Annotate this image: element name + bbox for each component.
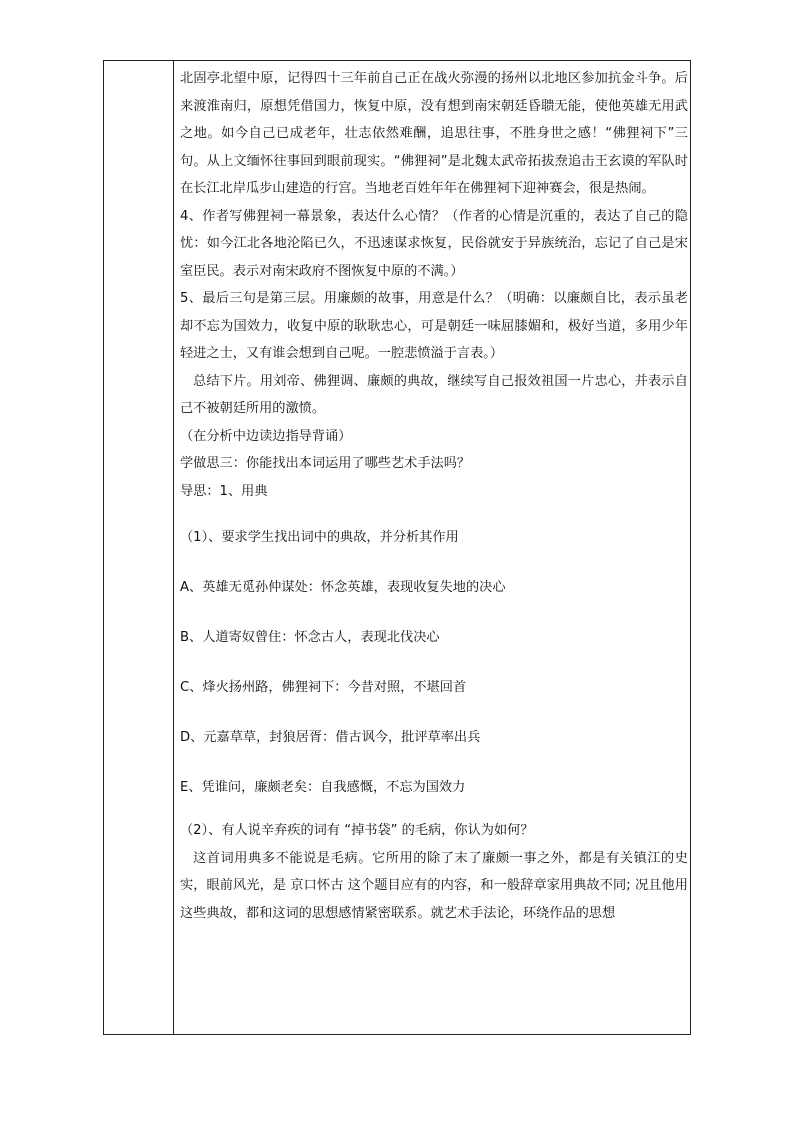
lesson-table bbox=[103, 60, 691, 1035]
table-content-cell bbox=[180, 65, 688, 927]
recitation-note: （在分析中边读边指导背诵） bbox=[180, 428, 352, 444]
sub-question-2: （2）、有人说辛弃疾的词有 “掉书袋” 的毛病，你认为如何？ bbox=[180, 823, 534, 838]
summary-paragraph: 总结下片。用刘帝、佛狸调、廉颇的典故，继续写自己报效祖国一片忠心，并表示自己不被朝廷所用的激愤。 bbox=[180, 373, 688, 416]
allusion-item-a: A、英雄无觅孙仲谋处：怀念英雄，表现收复失地的决心 bbox=[180, 580, 506, 595]
study-task-3: 学做思三：你能找出本词运用了哪些艺术手法吗？ bbox=[180, 456, 471, 471]
allusion-item-d: D、元嘉草草，封狼居胥：借古讽今，批评草率出兵 bbox=[180, 730, 481, 745]
guide-allusion-heading: 导思：1、用典 bbox=[180, 483, 268, 499]
question-4: 4、作者写佛狸祠一幕景象，表达什么心情？（作者的心情是沉重的，表达了自己的隐忧：如今江北各地沦陷已久，不迅速谋求恢复，民俗就安于异族统治，忘记了自己是宋室臣民。表示对南宋政府不图恢复中原的不满。） bbox=[180, 208, 688, 279]
paragraph-context: 北固亭北望中原，记得四十三年前自己正在战火弥漫的扬州以北地区参加抗金斗争。后来渡淮南归，原想凭借国力，恢复中原，没有想到南宋朝廷昏聩无能，使他英雄无用武之地。如今自己已成老年，壮志依然难酬，追思往事，不胜身世之感！“佛狸祠下”三句。从上文缅怀往事回到眼前现实。“佛狸祠”是北魏太武帝拓拔焘追击王玄谟的军队时在长江北岸瓜步山建造的行宫。当地老百姓年年在佛狸祠下迎神赛会，很是热闹。 bbox=[180, 71, 688, 196]
allusion-item-b: B、人道寄奴曾住：怀念古人，表现北伐决心 bbox=[180, 630, 440, 645]
question-5: 5、最后三句是第三层。用廉颇的故事，用意是什么？（明确：以廉颇自比，表示虽老却不忘为国效力，收复中原的耿耿忠心，可是朝廷一味屈膝媚和，极好当道，多用少年轻进之士，又有谁会想到自己呢。一腔悲愤溢于言表。） bbox=[180, 291, 688, 361]
allusion-item-c: C、烽火扬州路，佛狸祠下：今昔对照，不堪回首 bbox=[180, 680, 467, 695]
table-left-column bbox=[104, 61, 174, 1034]
allusion-item-e: E、凭谁问，廉颇老矣：自我感慨，不忘为国效力 bbox=[180, 780, 466, 795]
answer-paragraph: 这首词用典多不能说是毛病。它所用的除了末了廉颇一事之外，都是有关镇江的史实，眼前风光，是 京口怀古 这个题目应有的内容，和一般辞章家用典故不同; 况且他用这些典故，都和这词的思想感情紧密联系。就艺术手法论，环绕作品的思想 bbox=[180, 850, 688, 921]
sub-question-1: （1）、要求学生找出词中的典故，并分析其作用 bbox=[180, 530, 459, 545]
